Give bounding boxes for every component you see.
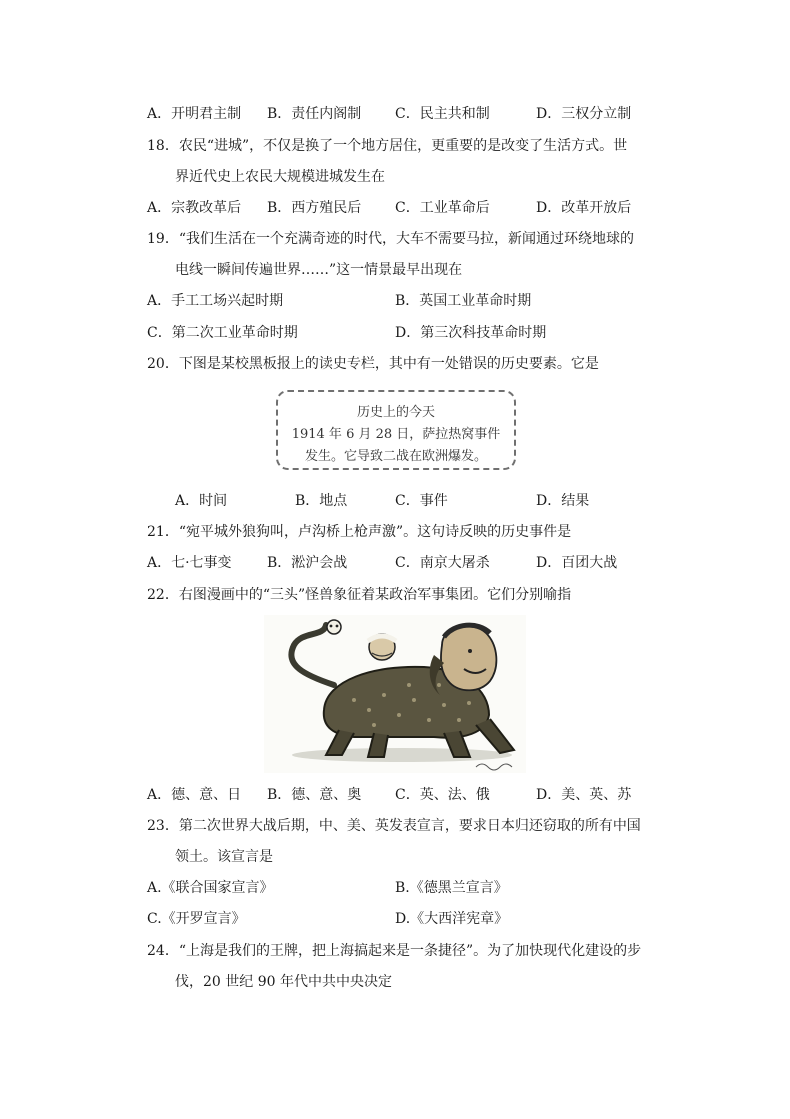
q23-option-d: D.《大西洋宪章》 [395, 911, 509, 927]
q19-option-b: B．英国工业革命时期 [395, 293, 532, 309]
q23-option-c: C.《开罗宣言》 [147, 911, 246, 927]
q20-option-b: B．地点 [295, 493, 348, 509]
q21-option-d: D．百团大战 [536, 555, 618, 571]
q23-stem-line1: 23．第二次世界大战后期，中、美、英发表宣言，要求日本归还窃取的所有中国 [147, 818, 641, 834]
q21-option-b: B．淞沪会战 [267, 555, 348, 571]
blackboard-column [276, 390, 516, 470]
q20-option-a: A．时间 [175, 493, 228, 509]
q18-option-b: B．西方殖民后 [267, 200, 362, 216]
q19-stem-line2: 电线一瞬间传遍世界……”这一情景最早出现在 [175, 262, 463, 278]
q22-stem-line1: 22．右图漫画中的“三头”怪兽象征着某政治军事集团。它们分别喻指 [147, 587, 572, 603]
blackboard-line1: 1914 年 6 月 28 日，萨拉热窝事件 [291, 427, 501, 442]
q19-option-d: D．第三次科技革命时期 [395, 325, 547, 341]
q20-option-c: C．事件 [395, 493, 448, 509]
q19-option-a: A．手工工场兴起时期 [147, 293, 284, 309]
q23-option-a: A.《联合国家宣言》 [147, 880, 274, 896]
q23-option-b: B.《德黑兰宣言》 [395, 880, 508, 896]
q23-stem-line2: 领土。该宣言是 [175, 849, 273, 865]
q19-stem-line1: 19．“我们生活在一个充满奇迹的时代，大车不需要马拉，新闻通过环绕地球的 [147, 231, 634, 247]
blackboard-title: 历史上的今天 [356, 405, 435, 420]
blackboard-line2: 发生。它导致二战在欧洲爆发。 [304, 449, 487, 464]
q22-option-c: C．英、法、俄 [395, 787, 490, 803]
q22-option-a: A．德、意、日 [147, 787, 242, 803]
q17-option-b: B．责任内阁制 [267, 106, 362, 122]
q18-stem-line2: 界近代史上农民大规模进城发生在 [175, 169, 385, 185]
q20-stem-line1: 20．下图是某校黑板报上的读史专栏，其中有一处错误的历史要素。它是 [147, 356, 599, 372]
q18-option-d: D．改革开放后 [536, 200, 632, 216]
q21-stem-line1: 21．“宛平城外狼狗叫，卢沟桥上枪声激”。这句诗反映的历史事件是 [147, 524, 572, 540]
q17-option-a: A．开明君主制 [147, 106, 242, 122]
q18-option-a: A．宗教改革后 [147, 200, 242, 216]
q17-option-c: C．民主共和制 [395, 106, 490, 122]
three-headed-beast-cartoon [264, 615, 526, 773]
q18-option-c: C．工业革命后 [395, 200, 490, 216]
q18-stem-line1: 18．农民“进城”，不仅是换了一个地方居住，更重要的是改变了生活方式。世 [147, 138, 628, 154]
q22-option-d: D．美、英、苏 [536, 787, 632, 803]
q24-stem-line2: 伐，20 世纪 90 年代中共中央决定 [175, 974, 392, 990]
q21-option-c: C．南京大屠杀 [395, 555, 490, 571]
q22-option-b: B．德、意、奥 [267, 787, 362, 803]
q17-option-d: D．三权分立制 [536, 106, 632, 122]
q24-stem-line1: 24．“上海是我们的王牌，把上海搞起来是一条捷径”。为了加快现代化建设的步 [147, 943, 642, 959]
q20-option-d: D．结果 [536, 493, 590, 509]
q19-option-c: C．第二次工业革命时期 [147, 325, 298, 341]
q21-option-a: A．七·七事变 [147, 555, 232, 571]
